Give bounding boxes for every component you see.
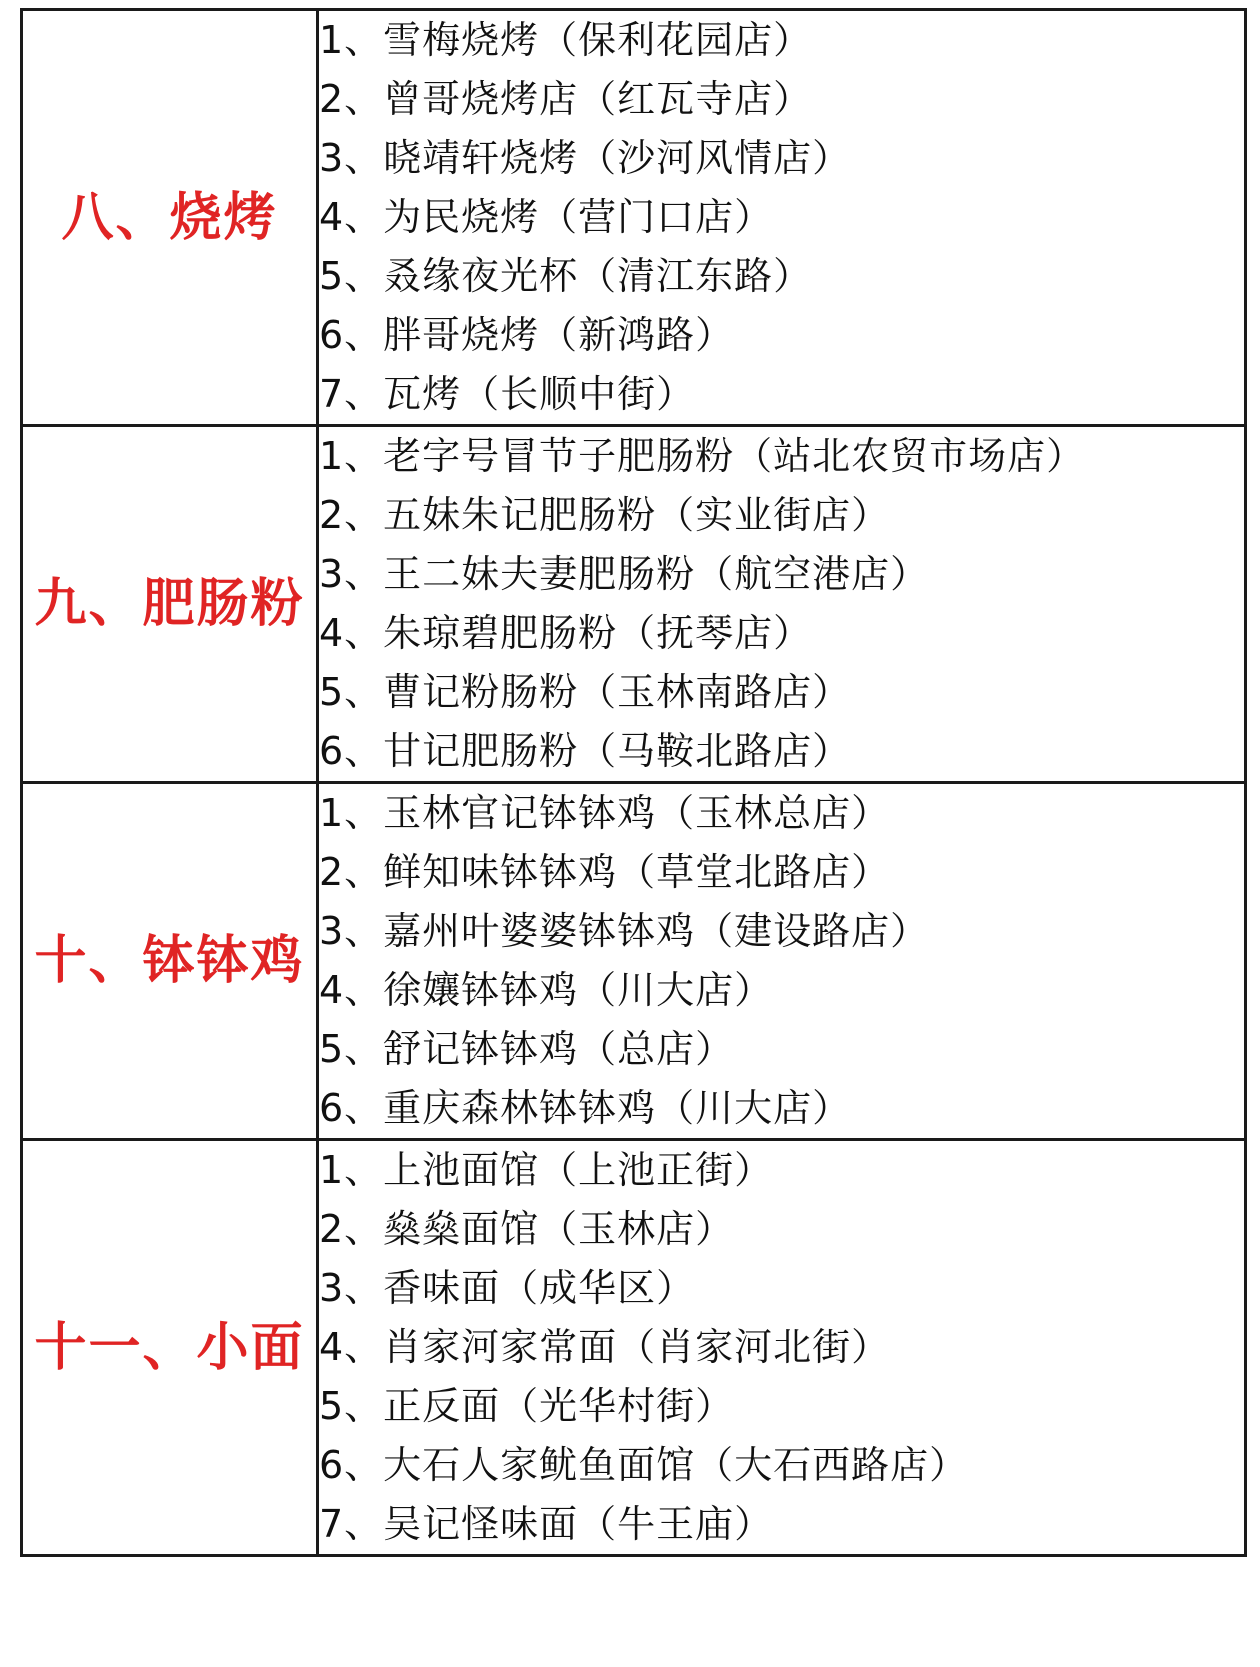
shop-list-cell: [318, 426, 1246, 783]
list-item: 2、曾哥烧烤店（红瓦寺店）: [319, 77, 813, 121]
category-title: 八、烧烤: [61, 187, 278, 248]
category-cell: [22, 1140, 318, 1556]
shop-list: [319, 1141, 1244, 1554]
category-title: 十、钵钵鸡: [34, 931, 305, 991]
list-item: 1、上池面馆（上池正街）: [319, 1148, 774, 1192]
list-item: 1、玉林官记钵钵鸡（玉林总店）: [319, 791, 891, 835]
shop-list: [319, 784, 1244, 1138]
list-item: 5、曹记粉肠粉（玉林南路店）: [319, 670, 852, 714]
list-item: 6、重庆森林钵钵鸡（川大店）: [319, 1086, 852, 1130]
table-row: [22, 783, 1246, 1140]
list-item: 7、吴记怪味面（牛王庙）: [319, 1502, 774, 1546]
list-item: 2、燊燊面馆（玉林店）: [319, 1207, 735, 1251]
category-cell: [22, 426, 318, 783]
list-item: 6、胖哥烧烤（新鸿路）: [319, 313, 735, 357]
list-item: 7、瓦烤（长顺中街）: [319, 372, 696, 416]
category-title: 十一、小面: [34, 1317, 305, 1378]
list-item: 4、为民烧烤（营门口店）: [319, 195, 774, 239]
table-row: [22, 10, 1246, 426]
shop-list-cell: [318, 10, 1246, 426]
list-item: 3、晓靖轩烧烤（沙河风情店）: [319, 136, 852, 180]
shop-list-cell: [318, 783, 1246, 1140]
category-cell: [22, 783, 318, 1140]
list-item: 1、老字号冒节子肥肠粉（站北农贸市场店）: [319, 434, 1086, 478]
list-item: 3、嘉州叶婆婆钵钵鸡（建设路店）: [319, 909, 930, 953]
list-item: 2、五妹朱记肥肠粉（实业街店）: [319, 493, 891, 537]
shop-list-cell: [318, 1140, 1246, 1556]
shop-list: [319, 11, 1244, 424]
category-title: 九、肥肠粉: [34, 574, 305, 634]
list-item: 5、正反面（光华村街）: [319, 1384, 735, 1428]
list-item: 5、舒记钵钵鸡（总店）: [319, 1027, 735, 1071]
list-item: 3、王二妹夫妻肥肠粉（航空港店）: [319, 552, 930, 596]
table-row: [22, 1140, 1246, 1556]
table-row: [22, 426, 1246, 783]
list-item: 2、鲜知味钵钵鸡（草堂北路店）: [319, 850, 891, 894]
list-item: 3、香味面（成华区）: [319, 1266, 696, 1310]
list-item: 5、叒缘夜光杯（清江东路）: [319, 254, 813, 298]
list-item: 4、肖家河家常面（肖家河北街）: [319, 1325, 891, 1369]
list-item: 4、徐孃钵钵鸡（川大店）: [319, 968, 774, 1012]
list-item: 1、雪梅烧烤（保利花园店）: [319, 18, 813, 62]
food-recommendation-table: [20, 8, 1247, 1557]
list-item: 4、朱琼碧肥肠粉（抚琴店）: [319, 611, 813, 655]
shop-list: [319, 427, 1244, 781]
list-item: 6、甘记肥肠粉（马鞍北路店）: [319, 729, 852, 773]
category-cell: [22, 10, 318, 426]
list-item: 6、大石人家鱿鱼面馆（大石西路店）: [319, 1443, 969, 1487]
